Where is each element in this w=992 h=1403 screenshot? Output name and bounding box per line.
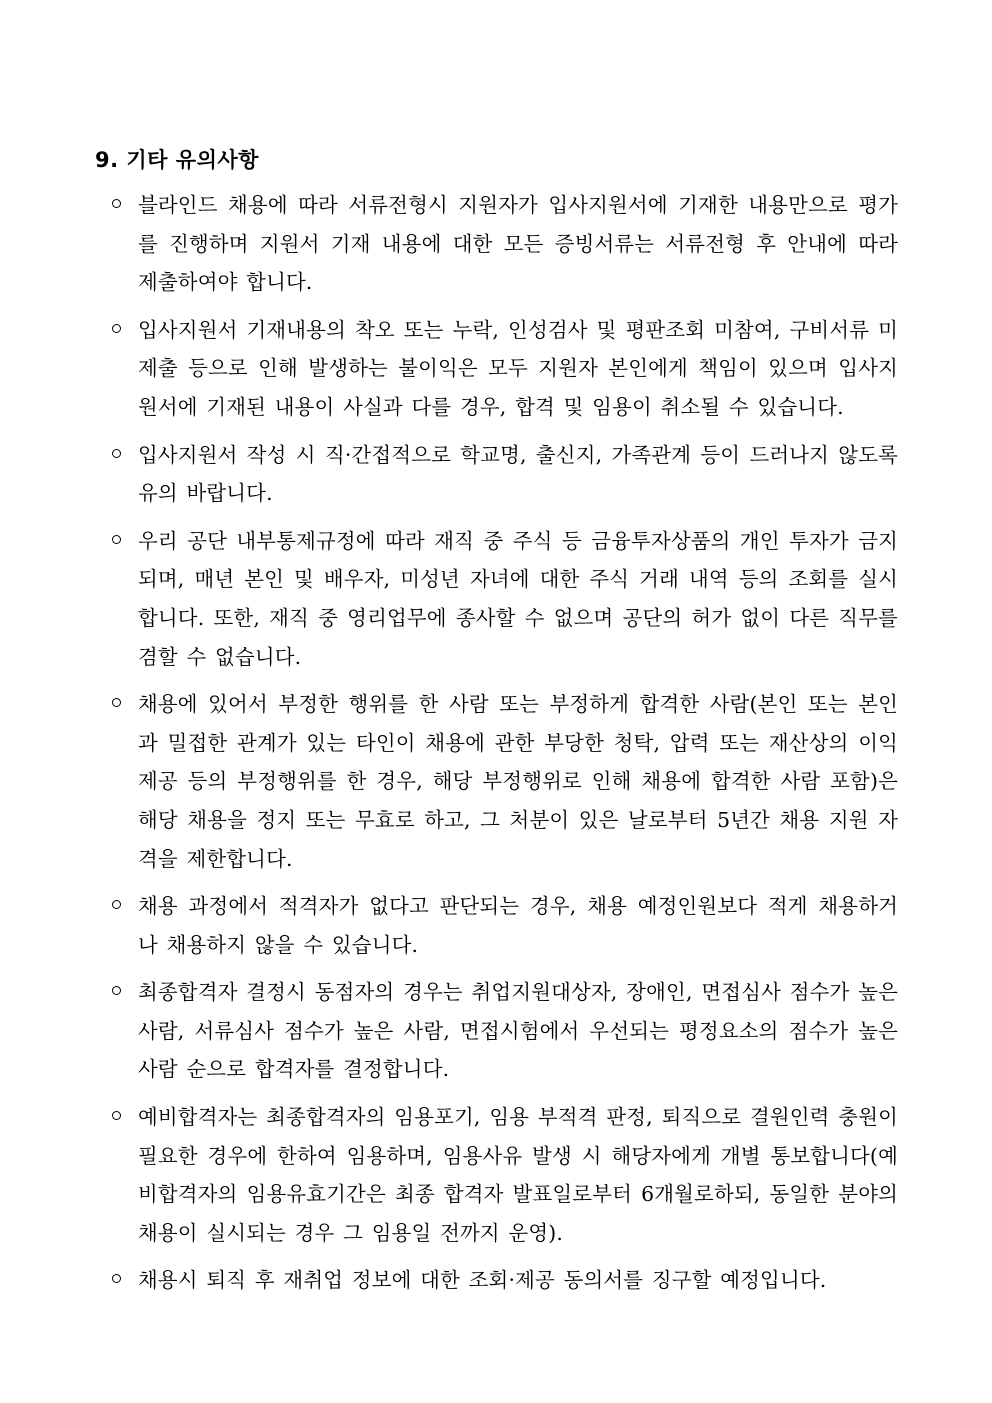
list-item: [112, 685, 898, 878]
list-item: [112, 1261, 898, 1300]
list-item-text: 블라인드 채용에 따라 서류전형시 지원자가 입사지원서에 기재한 내용만으로 평가를 진행하며 지원서 기재 내용에 대한 모든 증빙서류는 서류전형 후 안내에 따라 제출하여야 합니다.: [138, 193, 898, 295]
circle-bullet-icon: [112, 1111, 121, 1120]
list-item: [112, 436, 898, 513]
list-item-text: 우리 공단 내부통제규정에 따라 재직 중 주식 등 금융투자상품의 개인 투자가 금지되며, 매년 본인 및 배우자, 미성년 자녀에 대한 주식 거래 내역 등의 조회를 실시합니다. 또한, 재직 중 영리업무에 종사할 수 없으며 공단의 허가 없이 다른 직무를 겸할 수 없습니다.: [138, 528, 898, 669]
list-item: [112, 887, 898, 964]
list-item-text: 채용 과정에서 적격자가 없다고 판단되는 경우, 채용 예정인원보다 적게 채용하거나 채용하지 않을 수 있습니다.: [138, 894, 898, 957]
list-item: [112, 186, 898, 302]
circle-bullet-icon: [112, 324, 121, 333]
circle-bullet-icon: [112, 199, 121, 208]
section-title: 9. 기타 유의사항: [95, 148, 259, 172]
list-item-text: 채용에 있어서 부정한 행위를 한 사람 또는 부정하게 합격한 사람(본인 또는 본인과 밀접한 관계가 있는 타인이 채용에 관한 부당한 청탁, 압력 또는 재산상의 이익 제공 등의 부정행위를 한 경우, 해당 부정행위로 인해 채용에 합격한 사람 포함)은 해당 채용을 정지 또는 무효로 하고, 그 처분이 있은 날로부터 5년간 채용 지원 자격을 제한합니다.: [138, 692, 898, 871]
circle-bullet-icon: [112, 535, 121, 544]
circle-bullet-icon: [112, 1274, 121, 1283]
notice-list: [112, 186, 898, 1309]
circle-bullet-icon: [112, 449, 121, 458]
list-item: [112, 522, 898, 676]
circle-bullet-icon: [112, 986, 121, 995]
circle-bullet-icon: [112, 900, 121, 909]
list-item-text: 채용시 퇴직 후 재취업 정보에 대한 조회·제공 동의서를 징구할 예정입니다.: [138, 1268, 827, 1293]
list-item: [112, 1098, 898, 1252]
list-item: [112, 311, 898, 427]
list-item-text: 입사지원서 기재내용의 착오 또는 누락, 인성검사 및 평판조회 미참여, 구비서류 미제출 등으로 인해 발생하는 불이익은 모두 지원자 본인에게 책임이 있으며 입사지원서에 기재된 내용이 사실과 다를 경우, 합격 및 임용이 취소될 수 있습니다.: [138, 317, 898, 419]
list-item-text: 최종합격자 결정시 동점자의 경우는 취업지원대상자, 장애인, 면접심사 점수가 높은 사람, 서류심사 점수가 높은 사람, 면접시험에서 우선되는 평정요소의 점수가 높은 사람 순으로 합격자를 결정합니다.: [138, 980, 898, 1082]
list-item-text: 입사지원서 작성 시 직·간접적으로 학교명, 출신지, 가족관계 등이 드러나지 않도록 유의 바랍니다.: [138, 442, 898, 506]
list-item: [112, 973, 898, 1089]
list-item-text: 예비합격자는 최종합격자의 임용포기, 임용 부적격 판정, 퇴직으로 결원인력 충원이 필요한 경우에 한하여 임용하며, 임용사유 발생 시 해당자에게 개별 통보합니다(예비합격자의 임용유효기간은 최종 합격자 발표일로부터 6개월로하되, 동일한 분야의 채용이 실시되는 경우 그 임용일 전까지 운영).: [138, 1105, 898, 1245]
circle-bullet-icon: [112, 698, 121, 707]
